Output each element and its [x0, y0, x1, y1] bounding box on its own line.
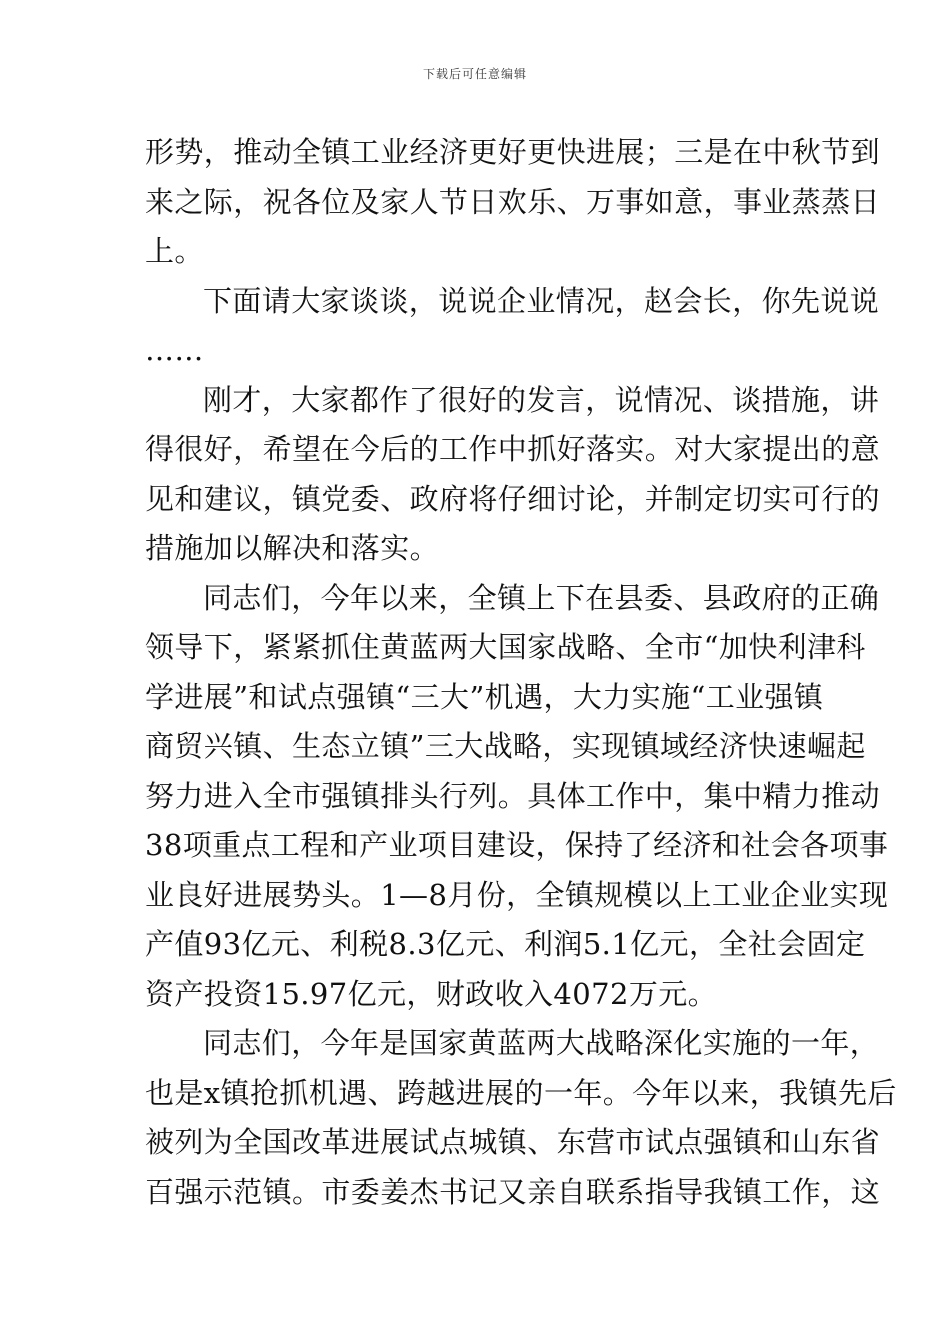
text-line: 也是x镇抢抓机遇、跨越进展的一年。今年以来，我镇先后: [145, 1075, 897, 1110]
text-line: 努力进入全市强镇排头行列。具体工作中，集中精力推动: [145, 778, 881, 813]
text-line: 见和建议，镇党委、政府将仔细讨论，并制定切实可行的: [145, 481, 881, 516]
text-line: 上。: [145, 234, 204, 268]
text-line: 得很好，希望在今后的工作中抓好落实。对大家提出的意: [145, 432, 881, 466]
text-line: 下面请大家谈谈，说说企业情况，赵会长，你先说说: [203, 283, 880, 318]
text-line: 业良好进展势头。1—8月份，全镇规模以上工业企业实现: [145, 877, 889, 912]
text-line: 38项重点工程和产业项目建设，保持了经济和社会各项事: [145, 828, 889, 862]
text-line: 学进展”和试点强镇“三大”机遇，大力实施“工业强镇: [145, 679, 824, 714]
text-line: ……: [145, 333, 204, 367]
text-line: 被列为全国改革进展试点城镇、东营市试点强镇和山东省: [145, 1125, 881, 1159]
text-line: 来之际，祝各位及家人节日欢乐、万事如意，事业蒸蒸日: [145, 184, 881, 219]
text-line: 领导下，紧紧抓住黄蓝两大国家战略、全市“加快利津科: [145, 630, 866, 664]
document-body: [145, 128, 897, 1217]
text-line: 措施加以解决和落实。: [145, 531, 440, 565]
text-line: 刚才，大家都作了很好的发言，说情况、谈措施，讲: [203, 382, 880, 417]
text-line: 同志们，今年是国家黄蓝两大战略深化实施的一年，: [203, 1026, 880, 1060]
text-line: 产值93亿元、利税8.3亿元、利润5.1亿元，全社会固定: [145, 927, 866, 961]
page-header: 下载后可任意编辑: [422, 67, 527, 81]
text-line: 同志们，今年以来，全镇上下在县委、县政府的正确: [203, 580, 880, 615]
text-line: 百强示范镇。市委姜杰书记又亲自联系指导我镇工作，这: [145, 1174, 881, 1209]
text-line: 形势，推动全镇工业经济更好更快进展；三是在中秋节到: [145, 135, 881, 169]
text-line: 商贸兴镇、生态立镇”三大战略，实现镇域经济快速崛起: [145, 729, 866, 763]
text-line: 资产投资15.97亿元，财政收入4072万元。: [145, 976, 718, 1011]
